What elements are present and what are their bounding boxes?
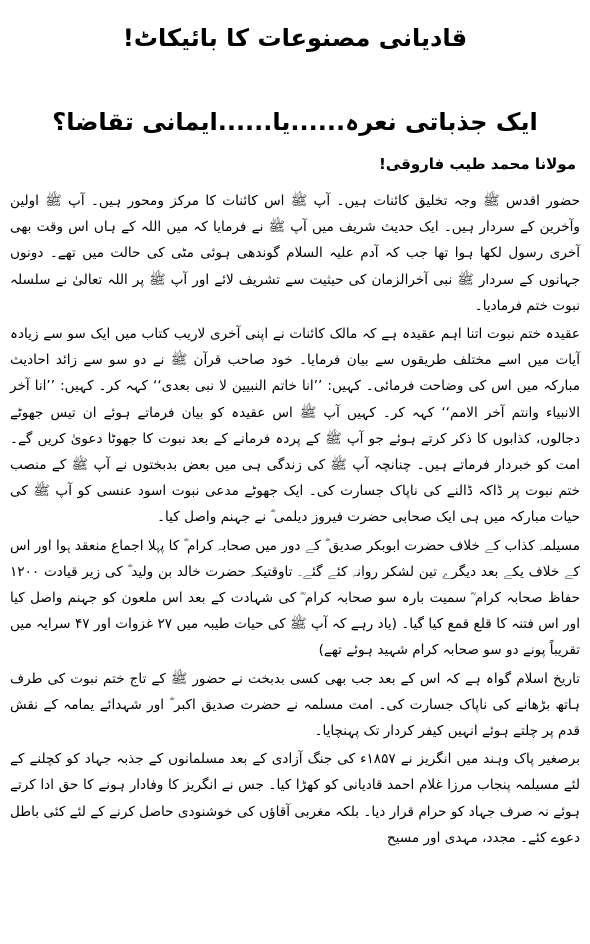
- paragraph: حضور اقدس ﷺ وجہ تخلیق کائنات ہیں۔ آپ ﷺ اس کائنات کا مرکز ومحور ہیں۔ آپ ﷺ اولین وآخرین کے سردار ہیں۔ ایک حدیث شریف میں آپ ﷺ نے فرمایا کہ میں اللہ کے ہاں اس وقت بھی آخری رسول لکھا ہوا تھا جب کہ آدم علیہ السلام گوندھی ہوئی مٹی کی حالت میں تھے۔ دونوں جہانوں کے سردار ﷺ نبی آخرالزمان کی حیثیت سے تشریف لائے اور آپ ﷺ پر اللہ تعالیٰ نے سلسلہ نبوت ختم فرمادیا۔: [10, 193, 580, 314]
- paragraph: مسیلمہ کذاب کے خلاف حضرت ابوبکر صدیق ؓ کے دور میں صحابہ کرام ؓ کا پہلا اجماع منعقد ہوا اور اس کے خلاف یکے بعد دیگرے تین لشکر روانہ کئے گئے۔ تاوقتیکہ حضرت خالد بن ولید ؓ کی زیر قیادت ۱۲۰۰ حفاظ صحابہ کرام ؓ سمیت بارہ سو صحابہ کرام ؓ کی شہادت کے بعد اس ملعون کو جہنم واصل کیا اور اس فتنہ کا قلع قمع کیا گیا۔ (یاد رہے کہ آپ ﷺ کی حیات طیبہ میں ۲۷ غزوات اور ۴۷ سرایہ میں تقریباً پونے دو سو صحابہ کرام شہید ہوئے تھے): [10, 537, 580, 659]
- article-subtitle: ایک جذباتی نعرہ......یا......ایمانی تقاضا؟: [52, 108, 538, 136]
- paragraph: تاریخ اسلام گواہ ہے کہ اس کے بعد جب بھی کسی بدبخت نے حضور ﷺ کے تاج ختم نبوت کی طرف ہاتھ بڑھانے کی ناپاک جسارت کی۔ امت مسلمہ نے حضرت صدیق اکبر ؓ اور شہدائے یمامہ کے نقش قدم پر چلتے ہوئے انہیں کیفر کردار تک پہنچایا۔: [10, 670, 580, 740]
- article-title: قادیانی مصنوعات کا بائیکاٹ!: [122, 24, 468, 52]
- paragraph: برصغیر پاک وہند میں انگریز نے ۱۸۵۷ء کی جنگ آزادی کے بعد مسلمانوں کے جذبہ جہاد کو کچلنے کے لئے مسیلمہ پنجاب مرزا غلام احمد قادیانی کو کھڑا کیا۔ جس نے انگریز کا وفادار ہونے کا حق ادا کرتے ہوئے نہ صرف جہاد کو حرام قرار دیا۔ بلکہ مغربی آقاؤں کی خوشنودی حاصل کرنے کے لئے کئی باطل دعوے کئے۔ مجدد، مہدی اور مسیح: [10, 751, 580, 846]
- article-body: [10, 188, 580, 851]
- author-name: مولانا محمد طیب فاروقی!: [379, 155, 576, 173]
- paragraph: عقیدہ ختم نبوت اتنا اہم عقیدہ ہے کہ مالک کائنات نے اپنی آخری لاریب کتاب میں ایک سو سے زیادہ آیات میں اسے مختلف طریقوں سے بیان فرمایا۔ خود صاحب قرآن ﷺ نے دو سو سے زائد احادیث مبارکہ میں اس کی وضاحت فرمائی۔ کہیں: ’’انا خاتم النبیین لا نبی بعدی‘‘ کہہ کر۔ کہیں: ’’انا آخر الانبیاء وانتم آخر الامم‘‘ کہہ کر۔ کہیں آپ ﷺ اس عقیدہ کو بیان فرماتے ہوئے ان تیس جھوٹے دجالوں، کذابوں کا ذکر کرتے ہوئے جو آپ ﷺ کے پردہ فرمانے کے بعد نبوت کا جھوٹا دعویٰ کریں گے۔ امت کو خبردار فرماتے ہیں۔ چنانچہ آپ ﷺ کی زندگی ہی میں بعض بدبختوں نے آپ ﷺ کے منصب ختم نبوت پر ڈاکہ ڈالنے کی ناپاک جسارت کی۔ ایک جھوٹے مدعی نبوت اسود عنسی کو آپ ﷺ کی حیات مبارکہ میں ہی ایک صحابی حضرت فیروز دیلمی ؓ نے جہنم واصل کیا۔: [10, 326, 580, 526]
